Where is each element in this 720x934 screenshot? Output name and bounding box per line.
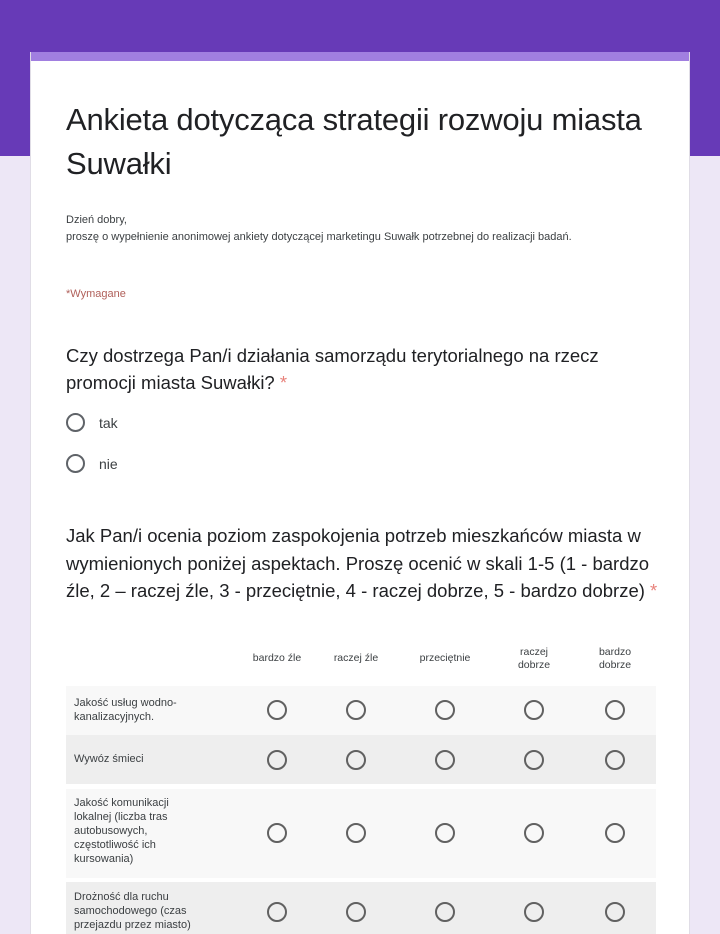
radio-circle-icon[interactable] [524, 823, 544, 843]
form-title: Ankieta dotycząca strategii rozwoju miasta Suwałki [66, 102, 642, 181]
radio-circle-icon[interactable] [267, 700, 287, 720]
radio-circle-icon[interactable] [605, 902, 625, 922]
radio-circle-icon[interactable] [524, 902, 544, 922]
radio-circle-icon[interactable] [605, 750, 625, 770]
radio-circle-icon[interactable] [346, 700, 366, 720]
description-body: proszę o wypełnienie anonimowej ankiety dotyczącej marketingu Suwałk potrzebnej do realizacji badań. [66, 231, 572, 243]
grid-row-smieci [66, 735, 656, 784]
required-asterisk: * [650, 580, 658, 601]
radio-circle-icon[interactable] [605, 700, 625, 720]
radio-circle-icon[interactable] [267, 823, 287, 843]
radio-circle-icon[interactable] [346, 750, 366, 770]
radio-circle-icon[interactable] [605, 823, 625, 843]
row-label: Jakość usług wodno-kanalizacyjnych. [74, 697, 177, 723]
question-1-text: Czy dostrzega Pan/i działania samorządu terytorialnego na rzecz promocji miasta Suwałki? [66, 345, 599, 393]
question-2-text: Jak Pan/i ocenia poziom zaspokojenia potrzeb mieszkańców miasta w wymienionych poniżej aspektach. Proszę ocenić w skali 1-5 (1 - bardzo źle, 2 – raczej źle, 3 - przeciętnie, 4 - raczej dobrze, 5 - bardzo dobrze) [66, 525, 650, 601]
card-accent-stripe [31, 52, 689, 61]
radio-circle-icon[interactable] [346, 902, 366, 922]
column-header-2: raczej źle [333, 652, 379, 664]
column-header-5: bardzo dobrze [598, 646, 632, 671]
radio-circle-icon[interactable] [267, 902, 287, 922]
form-card [30, 52, 690, 934]
radio-circle-icon[interactable] [66, 413, 85, 432]
radio-circle-icon[interactable] [524, 700, 544, 720]
question-2-title [66, 522, 666, 605]
option-nie[interactable] [66, 454, 118, 473]
option-label: nie [99, 455, 118, 472]
required-asterisk: * [279, 372, 288, 393]
radio-circle-icon[interactable] [435, 700, 455, 720]
option-tak[interactable] [66, 413, 118, 432]
radio-circle-icon[interactable] [435, 902, 455, 922]
radio-circle-icon[interactable] [524, 750, 544, 770]
description-greeting: Dzień dobry, [66, 214, 127, 226]
required-note: *Wymagane [66, 288, 126, 300]
column-header-3: przeciętnie [419, 652, 471, 664]
grid-row-komunikacja [66, 789, 656, 878]
radio-circle-icon[interactable] [435, 750, 455, 770]
column-header-1: bardzo źle [252, 652, 302, 664]
grid-row-droznosc [66, 882, 656, 934]
grid-row-woda [66, 686, 656, 735]
radio-circle-icon[interactable] [346, 823, 366, 843]
radio-circle-icon[interactable] [435, 823, 455, 843]
rating-grid [66, 640, 656, 934]
row-label: Drożność dla ruchu samochodowego (czas przejazdu przez miasto) [74, 891, 191, 931]
radio-circle-icon[interactable] [66, 454, 85, 473]
question-1-title [66, 342, 656, 396]
radio-circle-icon[interactable] [267, 750, 287, 770]
option-label: tak [99, 414, 118, 431]
grid-header [66, 640, 656, 686]
row-label: Wywóz śmieci [74, 753, 144, 765]
column-header-4: raczej dobrze [517, 646, 551, 671]
form-description [66, 212, 666, 246]
row-label: Jakość komunikacji lokalnej (liczba tras autobusowych, częstotliwość ich kursowania) [74, 797, 169, 865]
